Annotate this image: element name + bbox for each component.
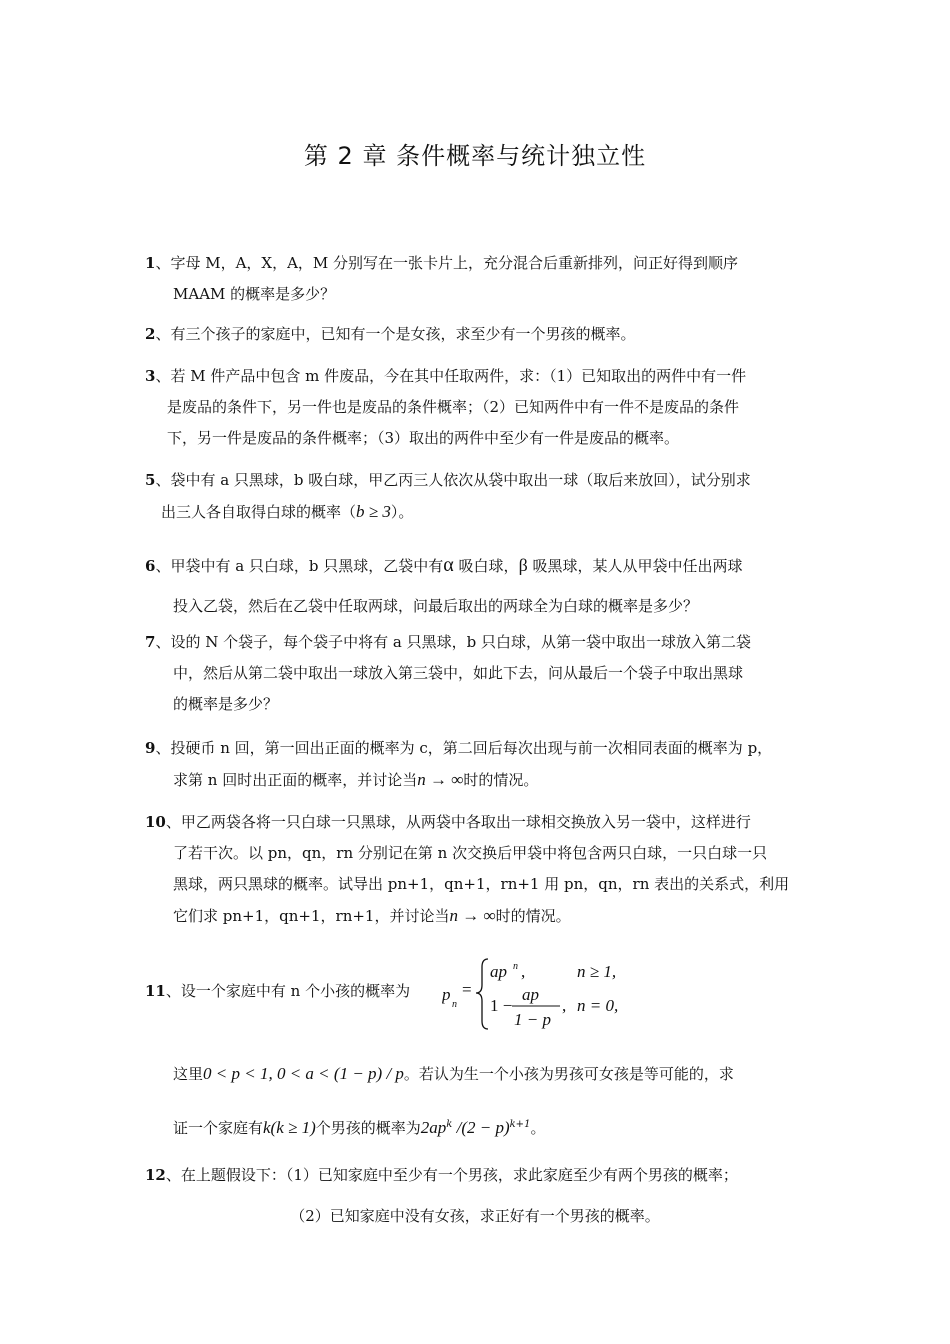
case2-expr: 1 −	[490, 996, 513, 1015]
math-superscript: k	[446, 1119, 453, 1130]
question-number: 10	[145, 813, 166, 831]
question-text: 个男孩的概率为	[315, 1119, 421, 1137]
case2-numerator: ap	[522, 985, 539, 1004]
question-text-cont: 时的情况。	[463, 771, 539, 789]
question-text-cont: ）。	[390, 503, 414, 521]
question-text: 这里	[173, 1065, 204, 1083]
question-number: 3	[145, 367, 156, 385]
question-text: 吸黑球，某人从甲袋中任出两球	[527, 557, 743, 575]
question-10	[145, 807, 810, 932]
case2-condition: n = 0,	[577, 996, 619, 1015]
question-1	[145, 248, 810, 310]
math-superscript: k+1	[509, 1119, 531, 1130]
question-text-cont: 时的情况。	[495, 907, 571, 925]
math-inline: n → ∞	[417, 770, 464, 789]
case1-superscript: n	[513, 961, 518, 972]
question-12-cont: （2）已知家庭中没有女孩，求正好有一个男孩的概率。	[290, 1207, 660, 1225]
comma: ,	[521, 962, 526, 981]
question-5	[145, 465, 810, 528]
question-text-cont: 的概率是多少？	[173, 695, 279, 713]
math-inline: 2ap	[420, 1118, 447, 1137]
formula-lhs: p	[442, 985, 451, 1004]
question-text-cont: 了若干次。以 pn，qn，rn 分别记在第 n 次交换后甲袋中将包含两只白球，一只白球一只	[173, 844, 768, 862]
case1-expr: ap	[490, 962, 507, 981]
question-number: 2	[145, 325, 156, 343]
alpha-symbol: α	[443, 554, 454, 576]
question-text-cont: 它们求 pn+1，qn+1，rn+1，并讨论当	[173, 907, 450, 925]
left-brace-icon	[476, 959, 488, 1029]
math-inline: /(2 − p)	[452, 1118, 510, 1137]
question-number: 11	[145, 982, 166, 1000]
formula-equals: =	[462, 980, 472, 999]
question-text-cont: 出三人各自取得白球的概率（	[161, 503, 357, 521]
question-text: 、设的 N 个袋子，每个袋子中将有 a 只黑球，b 只白球，从第一袋中取出一球放入第二袋	[155, 633, 751, 651]
question-number: 12	[145, 1166, 166, 1184]
question-text-cont: 中，然后从第二袋中取出一球放入第三袋中，如此下去，问从最后一个袋子中取出黑球	[173, 664, 744, 682]
question-text: 。	[530, 1119, 546, 1137]
question-text: 、设一个家庭中有 n 个小孩的概率为	[165, 982, 411, 1000]
page-title: 第 2 章 条件概率与统计独立性	[303, 142, 647, 170]
question-number: 7	[145, 633, 156, 651]
question-text: 、若 M 件产品中包含 m 件废品，今在其中任取两件，求：（1）已知取出的两件中有一件	[155, 367, 747, 385]
case2-denominator: 1 − p	[514, 1010, 551, 1029]
question-number: 5	[145, 471, 156, 489]
question-text: 、字母 M，A，X，A，M 分别写在一张卡片上，充分混合后重新排列，问正好得到顺序	[155, 254, 739, 272]
piecewise-formula	[442, 955, 642, 1033]
question-text-cont: 投入乙袋，然后在乙袋中任取两球，问最后取出的两球全为白球的概率是多少？	[173, 597, 699, 615]
math-inline: 0 < p < 1, 0 < a < (1 − p) / p	[203, 1064, 404, 1083]
question-text: 、在上题假设下：（1）已知家庭中至少有一个男孩，求此家庭至少有两个男孩的概率；	[165, 1166, 738, 1184]
question-text: 吸白球，	[453, 557, 519, 575]
question-text-cont: 黑球，两只黑球的概率。试导出 pn+1，qn+1，rn+1 用 pn，qn，rn 表出的关系式，利用	[173, 875, 790, 893]
question-text: 。若认为生一个小孩为男孩可女孩是等可能的，求	[403, 1065, 734, 1083]
question-11	[145, 955, 810, 1035]
question-text-cont: 求第 n 回时出正面的概率，并讨论当	[173, 771, 418, 789]
question-text: 、袋中有 a 只黑球，b 吸白球，甲乙丙三人依次从袋中取出一球（取后来放回），试分别求	[155, 471, 751, 489]
question-9	[145, 733, 810, 796]
question-text: 、有三个孩子的家庭中，已知有一个是女孩，求至少有一个男孩的概率。	[155, 325, 636, 343]
question-7	[145, 627, 810, 720]
math-inline: k(k ≥ 1)	[263, 1118, 316, 1137]
math-inline: b ≥ 3	[356, 502, 391, 521]
question-text-cont: 下，另一件是废品的条件概率；（3）取出的两件中至少有一件是废品的概率。	[167, 429, 680, 447]
comma: ,	[562, 996, 567, 1015]
case1-condition: n ≥ 1,	[577, 962, 617, 981]
question-text: 、投硬币 n 回，第一回出正面的概率为 c，第二回后每次出现与前一次相同表面的概率为 p，	[155, 739, 773, 757]
question-number: 1	[145, 254, 156, 272]
beta-symbol: β	[518, 555, 528, 575]
question-text-cont: 是废品的条件下，另一件也是废品的条件概率；（2）已知两件中有一件不是废品的条件	[167, 398, 740, 416]
question-number: 9	[145, 739, 156, 757]
question-text: 、甲袋中有 a 只白球，b 只黑球，乙袋中有	[155, 557, 444, 575]
math-inline: n → ∞	[449, 906, 496, 925]
question-2	[145, 319, 810, 350]
question-11-line2	[145, 1059, 810, 1089]
question-text: 证一个家庭有	[173, 1119, 264, 1137]
question-11-line3	[145, 1110, 810, 1143]
question-text: 、甲乙两袋各将一只白球一只黑球，从两袋中各取出一球相交换放入另一袋中，这样进行	[165, 813, 751, 831]
question-number: 6	[145, 557, 156, 575]
question-12	[145, 1160, 810, 1191]
formula-subscript: n	[452, 999, 457, 1010]
question-text-cont: MAAM 的概率是多少？	[173, 285, 336, 303]
question-6	[145, 545, 810, 626]
question-3	[145, 361, 810, 454]
